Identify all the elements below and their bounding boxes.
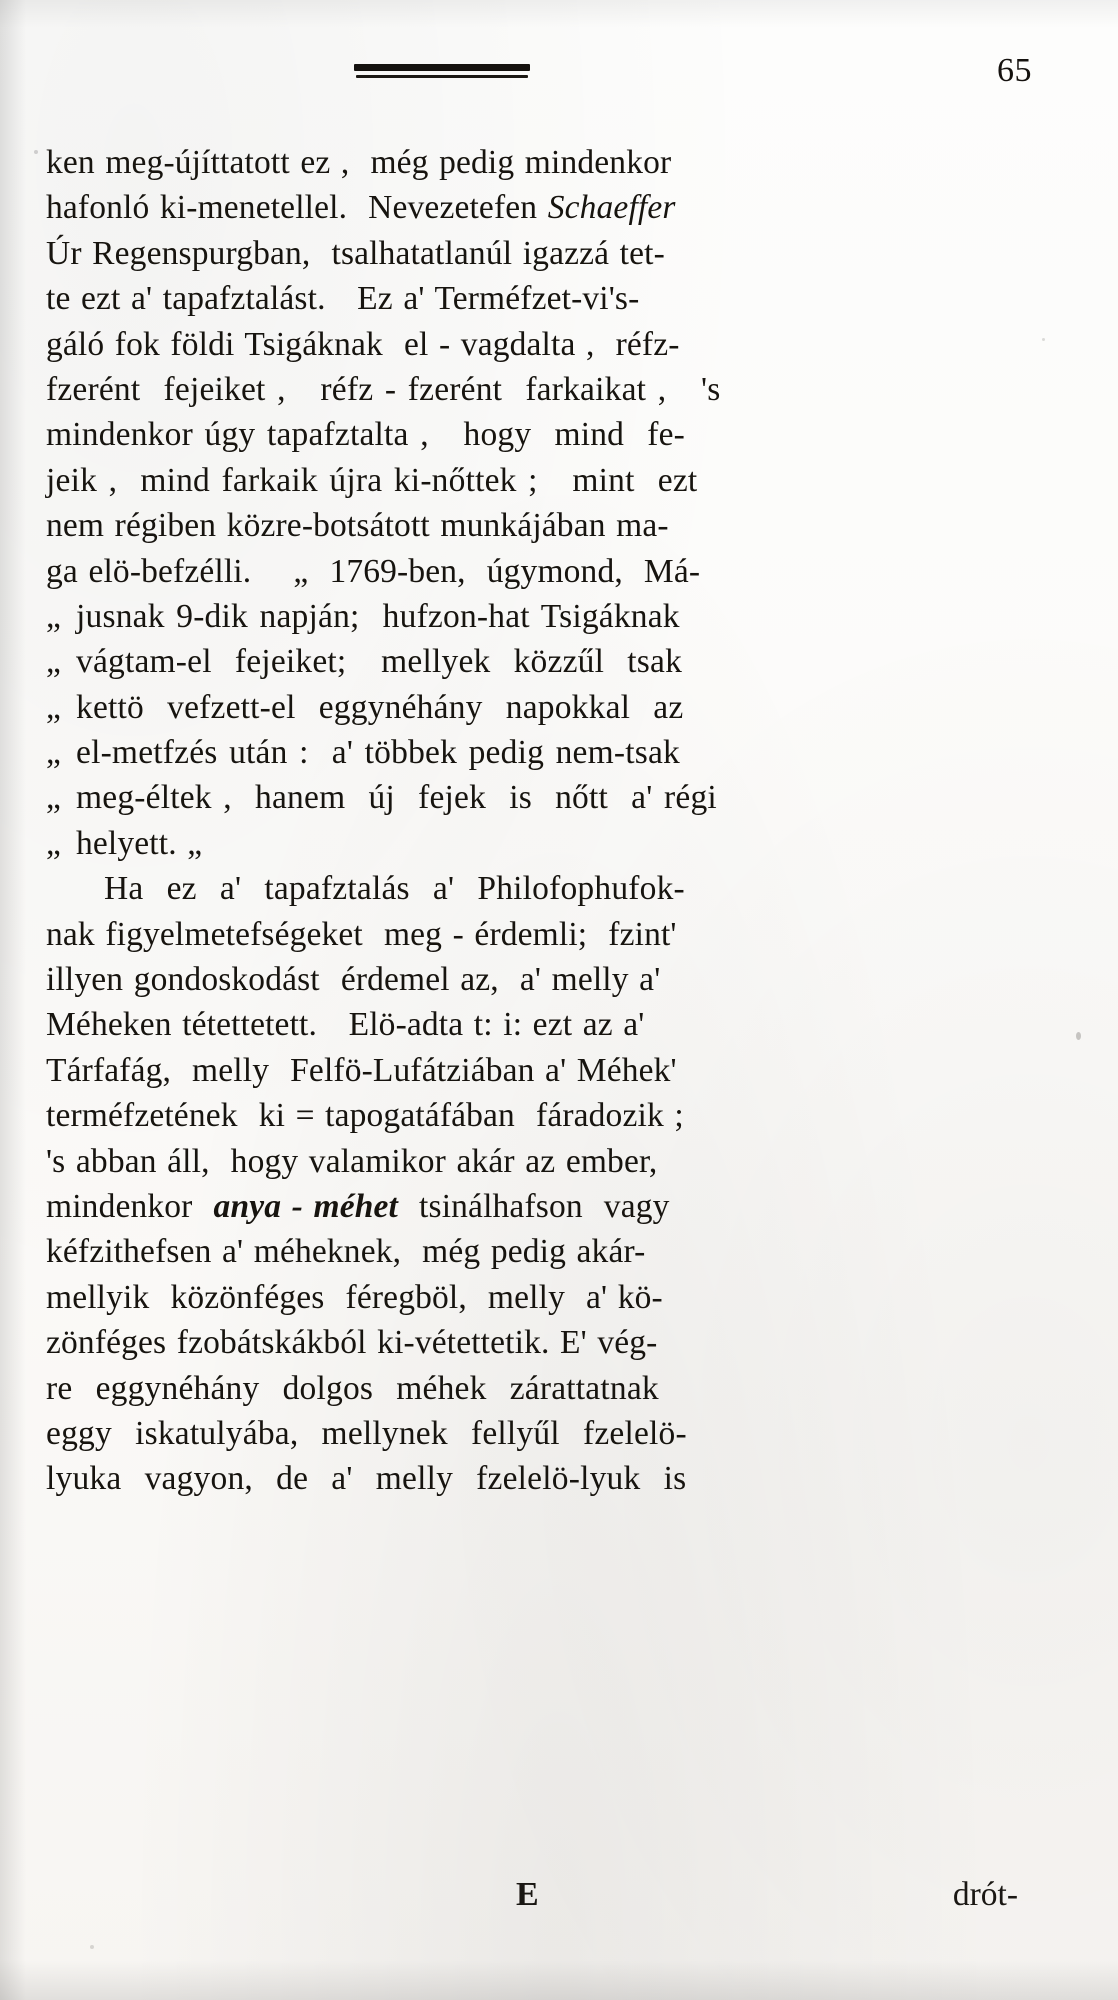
quote-marker: „	[46, 824, 62, 862]
text-line	[46, 231, 1058, 276]
text-line	[46, 458, 1058, 503]
text-line-content: ga elö-befzélli. „ 1769-ben, úgymond, Má-	[46, 552, 701, 590]
text-line	[46, 1366, 1058, 1411]
text-line-content: eggy iskatulyába, mellynek fellyűl fzelelö-	[46, 1414, 687, 1452]
text-line-content: jeik , mind farkaik újra ki-nőttek ; mint ezt	[46, 461, 698, 499]
scan-speck	[1076, 1032, 1081, 1040]
text-line-content: te ezt a' tapafztalást. Ez a' Terméfzet-vi's-	[46, 280, 640, 318]
text-line	[46, 503, 1058, 548]
scan-edge-shadow-left	[0, 0, 26, 2000]
quote-marker: „	[46, 688, 62, 726]
scan-edge-shadow-bottom	[0, 1960, 1118, 2000]
text-line-content: nak figyelmetefségeket meg - érdemli; fzint'	[46, 915, 677, 953]
text-line-content: ken meg-újíttatott ez , még pedig mindenkor	[46, 144, 672, 181]
text-line	[46, 1002, 1058, 1047]
text-line	[46, 322, 1058, 367]
text-line-quoted	[46, 639, 1058, 684]
text-line	[46, 912, 1058, 957]
signature-mark: E	[516, 1876, 540, 1913]
text-line-with-emphasis	[46, 1184, 1058, 1229]
text-line-content: re eggynéhány dolgos méhek zárattatnak	[46, 1369, 659, 1407]
text-line	[46, 1139, 1058, 1184]
text-line	[46, 140, 1058, 185]
text-line-content: el-metfzés után : a' többek pedig nem-tsak	[76, 734, 681, 772]
author-name-italic: Schaeffer	[547, 189, 676, 227]
text-line-content: mindenkor úgy tapafztalta , hogy mind fe-	[46, 416, 686, 454]
text-line	[46, 1411, 1058, 1456]
text-line-content: 's abban áll, hogy valamikor akár az ember,	[46, 1142, 658, 1180]
text-line-paragraph-start	[46, 866, 1058, 911]
text-line-content: jusnak 9-dik napján; hufzon-hat Tsigáknak	[76, 597, 680, 635]
text-line-content: vágtam-el fejeiket; mellyek közzűl tsak	[76, 643, 683, 681]
text-line	[46, 1275, 1058, 1320]
page-number: 65	[997, 52, 1032, 89]
scan-edge-shadow-top	[0, 0, 1118, 28]
text-line-content: illyen gondoskodást érdemel az, a' melly a'	[46, 961, 661, 999]
text-line-content: helyett. „	[76, 824, 203, 862]
text-line-content: zönféges fzobátskákból ki-vétettetik. E' vég-	[46, 1324, 658, 1362]
text-line-content: Tárfafág, melly Felfö-Lufátziában a' Méhek'	[46, 1051, 677, 1089]
quote-marker: „	[46, 779, 62, 817]
emphasis-term: anya - méhet	[213, 1187, 398, 1225]
text-line-quoted	[46, 821, 1058, 866]
text-line	[46, 185, 1058, 230]
text-line-content: Ha ez a' tapafztalás a' Philofophufok-	[104, 870, 685, 908]
text-line	[46, 1048, 1058, 1093]
double-rule-ornament-icon	[354, 64, 530, 80]
text-line-content: meg-éltek , hanem új fejek is nőtt a' régi	[76, 779, 717, 817]
text-line-content: mindenkor	[46, 1187, 214, 1225]
catchword: drót-	[952, 1876, 1018, 1913]
text-line-content: kettö vefzett-el eggynéhány napokkal az	[76, 688, 684, 726]
text-line-quoted	[46, 730, 1058, 775]
text-line	[46, 549, 1058, 594]
text-line-content: gáló fok földi Tsigáknak el - vagdalta , réfz-	[46, 325, 680, 363]
text-line-quoted	[46, 685, 1058, 730]
text-line	[46, 1320, 1058, 1365]
text-line-quoted	[46, 775, 1058, 820]
text-line	[46, 1456, 1058, 1501]
text-line-content: tsinálhafson vagy	[398, 1187, 670, 1225]
text-line	[46, 276, 1058, 321]
page-footer	[46, 1876, 1058, 1922]
text-line-content: Úr Regenspurgban, tsalhatatlanúl igazzá tet-	[46, 234, 665, 272]
text-line	[46, 412, 1058, 457]
ornament-bar-thin	[356, 75, 528, 78]
scan-speck	[90, 1945, 94, 1949]
text-line	[46, 1229, 1058, 1274]
text-line-content: Méheken tétettetett. Elö-adta t: i: ezt az a'	[46, 1006, 645, 1044]
text-line	[46, 367, 1058, 412]
page-header	[0, 52, 1118, 112]
text-line	[46, 1093, 1058, 1138]
text-line-content: fzerént fejeiket , réfz - fzerént farkaikat , 's	[46, 370, 721, 408]
text-line-content: nem régiben közre-botsátott munkájában ma-	[46, 507, 669, 545]
text-line-content: lyuka vagyon, de a' melly fzelelö-lyuk is	[46, 1460, 687, 1498]
quote-marker: „	[46, 643, 62, 681]
text-line-content: hafonló ki-menetellel. Nevezetefen	[46, 189, 548, 227]
body-text	[46, 140, 1058, 1502]
quote-marker: „	[46, 734, 62, 772]
text-line-content: kéfzithefsen a' méheknek, még pedig akár-	[46, 1233, 646, 1271]
text-line-quoted	[46, 594, 1058, 639]
text-line	[46, 957, 1058, 1002]
scan-speck	[34, 150, 38, 154]
text-line-content: terméfzetének ki = tapogatáfában fáradozik ;	[46, 1097, 684, 1135]
quote-marker: „	[46, 597, 62, 635]
text-line-content: mellyik közönféges féregböl, melly a' kö-	[46, 1278, 663, 1316]
ornament-bar-thick	[354, 64, 530, 71]
